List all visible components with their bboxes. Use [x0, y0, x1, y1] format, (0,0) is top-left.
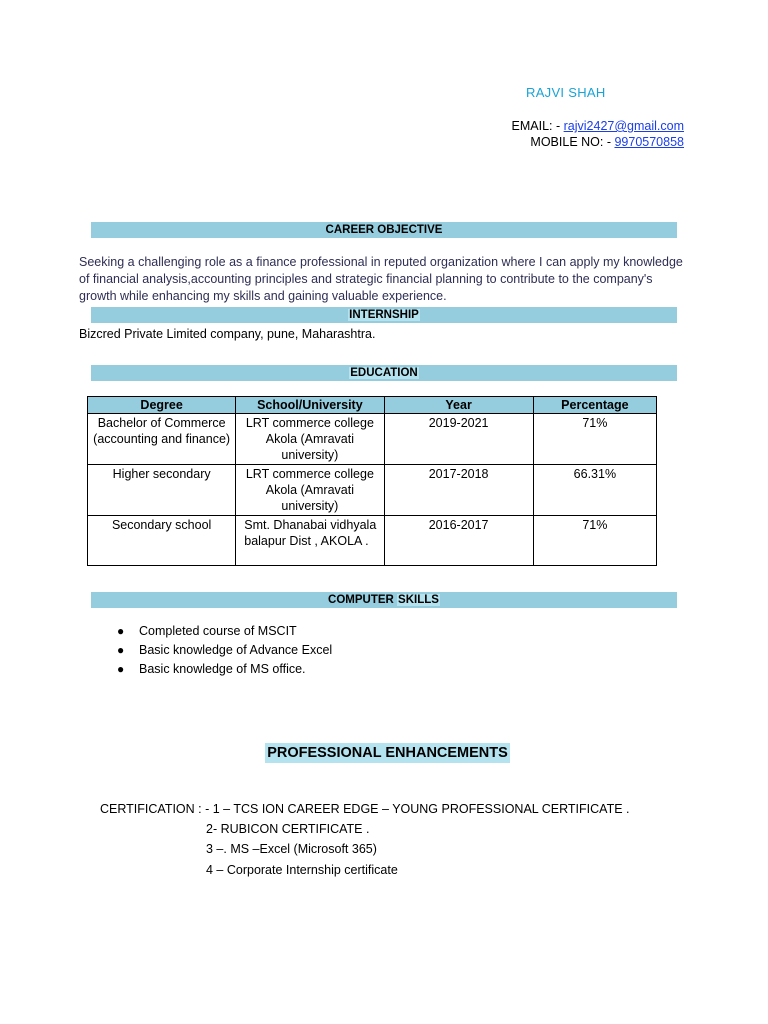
table-cell: Secondary school [88, 516, 236, 566]
computer-skills-title-a: COMPUTER [328, 594, 398, 606]
mobile-line [530, 135, 684, 149]
skill-text: Basic knowledge of Advance Excel [139, 643, 333, 657]
certification-line-4: 4 – Corporate Internship certificate [206, 863, 398, 877]
list-item [117, 660, 332, 679]
email-line [512, 119, 684, 133]
email-label: EMAIL: - [511, 119, 564, 133]
mobile-link[interactable]: 9970570858 [614, 135, 684, 149]
skill-text: Basic knowledge of MS office. [139, 662, 306, 676]
table-row [88, 516, 657, 566]
email-link[interactable]: rajvi2427@gmail.com [563, 119, 684, 133]
list-item [117, 622, 332, 641]
table-cell: LRT commerce college Akola (Amravati university) [236, 465, 384, 516]
skill-text: Completed course of MSCIT [139, 624, 297, 638]
table-header: Percentage [533, 397, 656, 414]
education-table [87, 396, 657, 566]
certification-line-3: 3 –. MS –Excel (Microsoft 365) [206, 842, 377, 856]
internship-title: INTERNSHIP [349, 309, 419, 321]
table-row [88, 465, 657, 516]
internship-heading [91, 307, 677, 323]
table-cell: 2016-2017 [384, 516, 533, 566]
table-cell: Smt. Dhanabai vidhyala balapur Dist , AKOLA . [236, 516, 384, 566]
bullet-icon: ● [117, 662, 125, 676]
table-cell: Bachelor of Commerce (accounting and finance) [88, 414, 236, 465]
table-header: Degree [88, 397, 236, 414]
professional-enhancements-heading: PROFESSIONAL ENHANCEMENTS [265, 743, 510, 763]
career-objective-heading [91, 222, 677, 238]
education-title: EDUCATION [350, 367, 418, 379]
internship-text: Bizcred Private Limited company, pune, Maharashtra. [79, 327, 376, 341]
candidate-name: RAJVI SHAH [526, 85, 606, 100]
table-cell: Higher secondary [88, 465, 236, 516]
table-cell: LRT commerce college Akola (Amravati university) [236, 414, 384, 465]
bullet-icon: ● [117, 624, 125, 638]
computer-skills-heading [91, 592, 677, 608]
table-header-row [88, 397, 657, 414]
table-header: Year [384, 397, 533, 414]
certification-line-2: 2- RUBICON CERTIFICATE . [206, 822, 370, 836]
mobile-label: MOBILE NO: - [530, 135, 615, 149]
table-cell: 71% [533, 414, 656, 465]
table-cell: 71% [533, 516, 656, 566]
bullet-icon: ● [117, 643, 125, 657]
objective-text: Seeking a challenging role as a finance professional in reputed organization where I can apply my knowledge of financial analysis,accounting principles and strategic financial planning to contribute to the company's growth while enhancing my skills and gaining valuable experience. [79, 255, 683, 303]
table-cell: 66.31% [533, 465, 656, 516]
career-objective-title: CAREER OBJECTIVE [325, 224, 443, 236]
table-row [88, 414, 657, 465]
computer-skills-title-b: SKILLS [398, 594, 439, 606]
table-cell: 2019-2021 [384, 414, 533, 465]
table-header: School/University [236, 397, 384, 414]
list-item [117, 641, 332, 660]
table-cell: 2017-2018 [384, 465, 533, 516]
certification-line-1: CERTIFICATION : - 1 – TCS ION CAREER EDGE – YOUNG PROFESSIONAL CERTIFICATE . [100, 802, 630, 816]
education-heading [91, 365, 677, 381]
skills-list [117, 622, 332, 679]
